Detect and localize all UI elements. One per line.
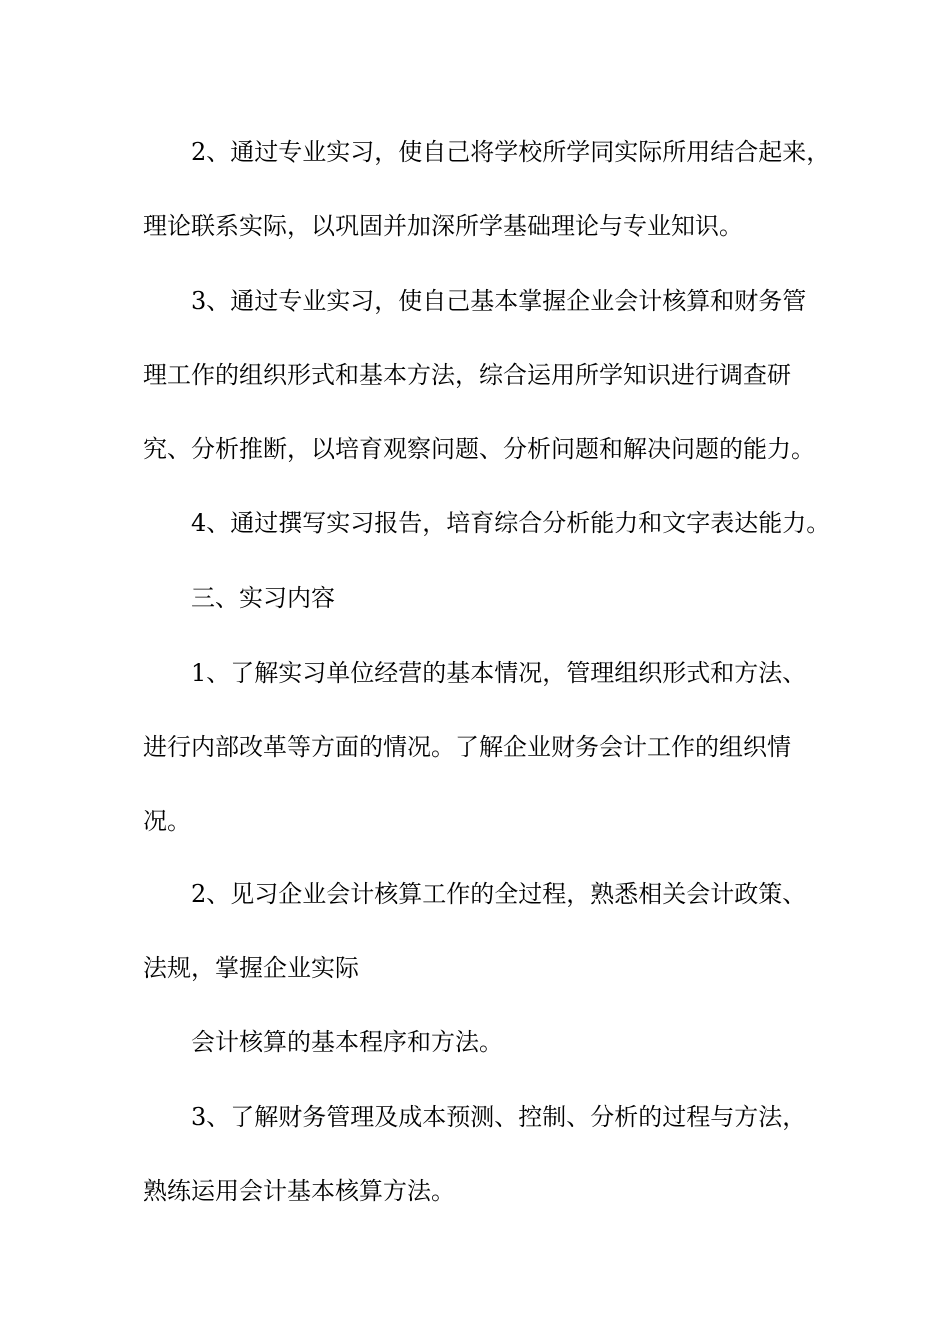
paragraph-line: 3、了解财务管理及成本预测、控制、分析的过程与方法， [191, 1103, 807, 1131]
paragraph-line: 法规，掌握企业实际 [143, 954, 359, 982]
paragraph-line: 3、通过专业实习，使自己基本掌握企业会计核算和财务管 [191, 287, 807, 315]
paragraph-line: 4、通过撰写实习报告，培育综合分析能力和文字表达能力。 [191, 509, 831, 537]
paragraph-content-2 [143, 857, 843, 1005]
section-heading-text: 三、实习内容 [191, 584, 335, 612]
paragraph-objective-4 [143, 486, 843, 560]
paragraph-line: 进行内部改革等方面的情况。了解企业财务会计工作的组织情 [143, 733, 791, 761]
paragraph-line: 理论联系实际，以巩固并加深所学基础理论与专业知识。 [143, 212, 743, 240]
paragraph-line: 理工作的组织形式和基本方法，综合运用所学知识进行调查研 [143, 361, 791, 389]
paragraph-line: 况。 [143, 807, 191, 835]
paragraph-line: 1、了解实习单位经营的基本情况，管理组织形式和方法、 [191, 659, 807, 687]
paragraph-line: 熟练运用会计基本核算方法。 [143, 1177, 455, 1205]
paragraph-content-2-cont [143, 1005, 843, 1079]
paragraph-line: 2、见习企业会计核算工作的全过程，熟悉相关会计政策、 [191, 880, 807, 908]
section-heading [143, 561, 843, 635]
paragraph-line: 究、分析推断，以培育观察问题、分析问题和解决问题的能力。 [143, 435, 815, 463]
paragraph-line: 2、通过专业实习，使自己将学校所学同实际所用结合起来， [191, 138, 831, 166]
paragraph-content-1 [143, 636, 843, 858]
paragraph-line: 会计核算的基本程序和方法。 [191, 1028, 503, 1056]
paragraph-content-3 [143, 1080, 843, 1228]
paragraph-objective-2 [143, 115, 843, 263]
paragraph-objective-3 [143, 264, 843, 486]
